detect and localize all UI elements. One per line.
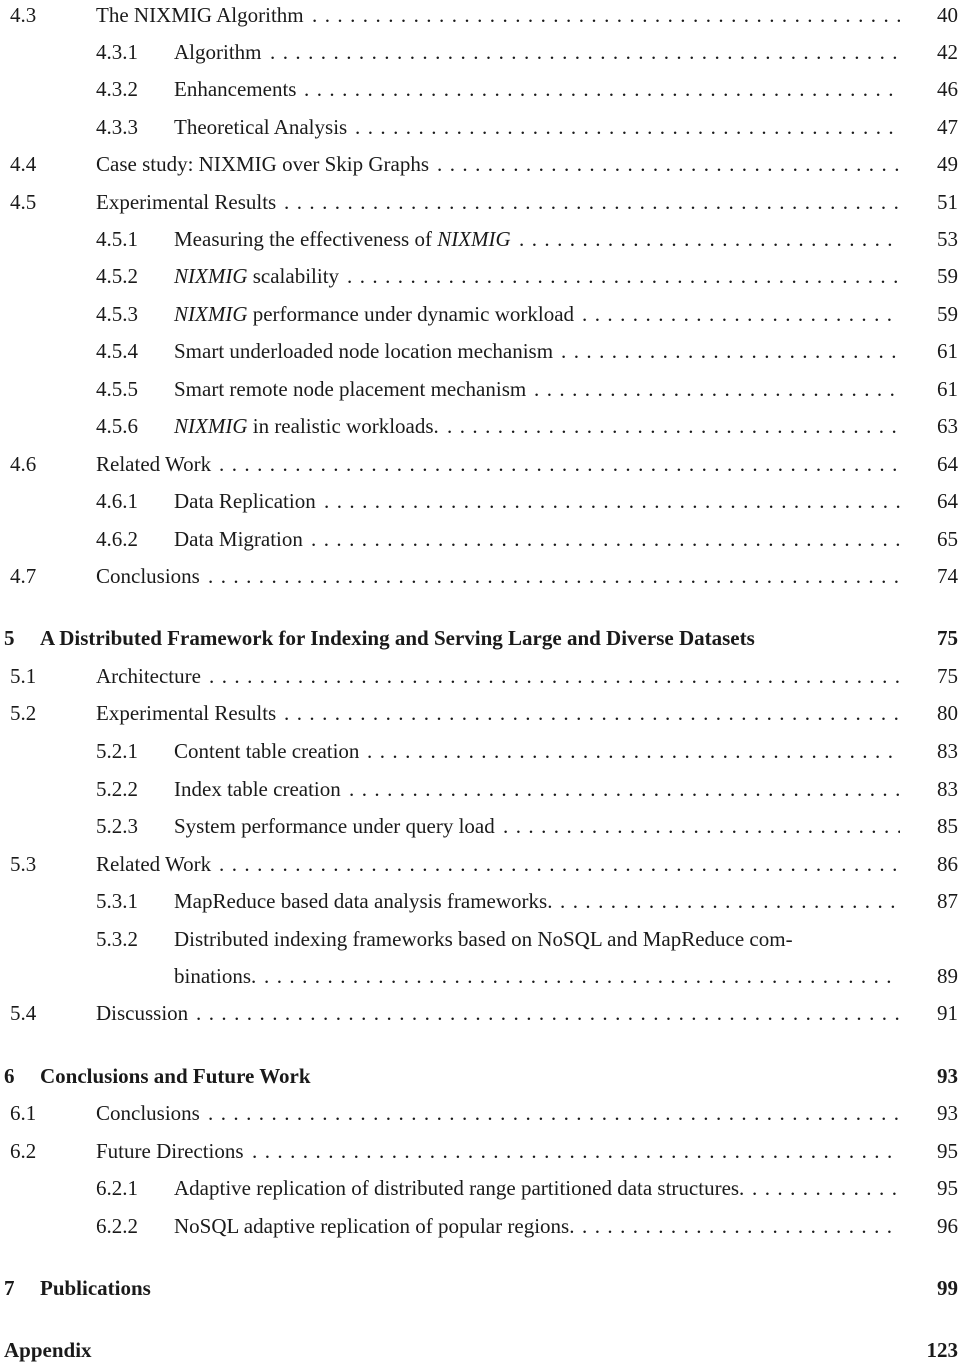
toc-leader-dots <box>252 1136 900 1166</box>
toc-entry-row[interactable] <box>0 187 960 217</box>
toc-entry-row[interactable] <box>0 561 960 591</box>
toc-leader-dots <box>560 886 900 916</box>
toc-entry-title[interactable] <box>96 1136 244 1166</box>
toc-leader-dots <box>219 449 900 479</box>
toc-entry-title[interactable] <box>96 449 211 479</box>
toc-leader-dots <box>347 261 900 291</box>
toc-entry-row[interactable] <box>0 336 960 366</box>
toc-entry-number: 4.7 <box>10 564 37 588</box>
toc-entry-number: 4.5.4 <box>96 339 138 363</box>
toc-leader-dots <box>209 661 900 691</box>
toc-entry-title[interactable] <box>174 524 303 554</box>
toc-entry-title[interactable] <box>174 299 574 329</box>
toc-entry-row[interactable] <box>0 1136 960 1166</box>
toc-entry-row[interactable] <box>0 411 960 441</box>
toc-entry-number: 4.3.3 <box>96 115 138 139</box>
toc-entry-page-number: 96 <box>937 1214 958 1238</box>
toc-entry-row[interactable] <box>0 1211 960 1241</box>
toc-entry-title[interactable] <box>96 849 211 879</box>
toc-entry-row[interactable] <box>0 112 960 142</box>
toc-entry-page-number: 40 <box>937 3 958 27</box>
toc-entry-number: 5 <box>4 626 15 650</box>
toc-entry-row[interactable] <box>0 449 960 479</box>
toc-leader-dots <box>534 374 900 404</box>
toc-entry-row[interactable] <box>0 374 960 404</box>
toc-entry-page-number: 74 <box>937 564 958 588</box>
toc-entry-row[interactable] <box>0 224 960 254</box>
toc-entry-number: 6.2.1 <box>96 1176 138 1200</box>
toc-entry-title-part: Smart underloaded node location mechanism <box>174 339 554 363</box>
toc-entry-title-part: Conclusions <box>96 564 200 588</box>
toc-chapter-row[interactable] <box>0 1061 960 1091</box>
toc-leader-dots <box>311 524 900 554</box>
toc-entry-row[interactable] <box>0 961 960 991</box>
toc-entry-title[interactable] <box>96 661 201 691</box>
toc-entry-number: 5.4 <box>10 1001 37 1025</box>
toc-entry-row[interactable] <box>0 1098 960 1128</box>
toc-entry-title-part: NIXMIG <box>437 227 511 251</box>
toc-leader-dots <box>437 149 900 179</box>
toc-entry-page-number: 65 <box>937 527 958 551</box>
toc-entry-page-number: 59 <box>937 302 958 326</box>
toc-entry-title-part: Enhancements <box>174 77 297 101</box>
toc-entry-page-number: 86 <box>937 852 958 876</box>
toc-entry-row[interactable] <box>0 698 960 728</box>
toc-entry-title-part: Case study: NIXMIG over Skip Graphs <box>96 152 430 176</box>
toc-entry-page-number: 95 <box>937 1139 958 1163</box>
toc-leader-dots <box>519 224 900 254</box>
toc-entry-title[interactable] <box>174 924 793 954</box>
toc-entry-number: 6.2.2 <box>96 1214 138 1238</box>
toc-leader-dots <box>582 1211 900 1241</box>
toc-entry-title[interactable] <box>174 37 262 67</box>
toc-entry-row[interactable] <box>0 261 960 291</box>
toc-leader-dots <box>447 411 900 441</box>
toc-leader-dots <box>284 187 900 217</box>
toc-entry-title-part: System performance under query load <box>174 814 495 838</box>
toc-leader-dots <box>284 698 900 728</box>
toc-entry-title-part: Experimental Results <box>96 190 277 214</box>
toc-entry-title-part: Theoretical Analysis <box>174 115 348 139</box>
toc-entry-page-number: 83 <box>937 739 958 763</box>
toc-entry-title[interactable] <box>4 1335 92 1365</box>
toc-chapter-row[interactable] <box>0 623 960 653</box>
toc-entry-page-number: 49 <box>937 152 958 176</box>
toc-entry-row[interactable] <box>0 811 960 841</box>
toc-entry-title-part: Measuring the effectiveness of <box>174 227 438 251</box>
toc-leader-dots <box>312 0 900 30</box>
toc-entry-number: 6 <box>4 1064 15 1088</box>
toc-chapter-row[interactable] <box>0 1273 960 1303</box>
toc-entry-page-number: 95 <box>937 1176 958 1200</box>
toc-entry-number: 4.6.1 <box>96 489 138 513</box>
toc-entry-title-part: NIXMIG <box>174 414 248 438</box>
toc-entry-number: 4.3.1 <box>96 40 138 64</box>
toc-entry-title-part: Data Migration <box>174 527 303 551</box>
toc-entry-page-number: 80 <box>937 701 958 725</box>
toc-entry-title-part: NIXMIG <box>174 302 248 326</box>
toc-entry-page-number: 42 <box>937 40 958 64</box>
toc-entry-number: 5.2.3 <box>96 814 138 838</box>
toc-entry-title-part: Experimental Results <box>96 701 277 725</box>
toc-entry-row[interactable] <box>0 524 960 554</box>
toc-entry-number: 6.2 <box>10 1139 37 1163</box>
toc-entry-row[interactable] <box>0 486 960 516</box>
toc-entry-title[interactable] <box>40 1273 151 1303</box>
toc-entry-row[interactable] <box>0 886 960 916</box>
toc-entry-page-number: 63 <box>937 414 958 438</box>
toc-entry-title-part: performance under dynamic workload <box>247 302 575 326</box>
toc-leader-dots <box>752 1173 900 1203</box>
toc-entry-title[interactable] <box>174 374 526 404</box>
toc-leader-dots <box>561 336 900 366</box>
toc-entry-page-number: 99 <box>937 1276 958 1300</box>
toc-entry-page-number: 93 <box>937 1064 958 1088</box>
toc-entry-number: 4.6.2 <box>96 527 138 551</box>
toc-entry-title[interactable] <box>174 486 316 516</box>
toc-entry-page-number: 87 <box>937 889 958 913</box>
toc-entry-page-number: 89 <box>937 964 958 988</box>
toc-entry-title-part: Conclusions and Future Work <box>40 1064 311 1088</box>
toc-entry-number: 4.5.5 <box>96 377 138 401</box>
toc-leader-dots <box>355 112 900 142</box>
toc-entry-title[interactable] <box>40 1061 311 1091</box>
toc-leader-dots <box>324 486 900 516</box>
toc-entry-number: 5.2.2 <box>96 777 138 801</box>
toc-entry-title-part: Related Work <box>96 852 212 876</box>
toc-entry-page-number: 59 <box>937 264 958 288</box>
toc-entry-title[interactable] <box>96 1098 200 1128</box>
toc-entry-title-part: Data Replication <box>174 489 316 513</box>
toc-entry-title-part: A Distributed Framework for Indexing and Serving Large and Diverse Datasets <box>40 626 755 650</box>
toc-entry-number: 4.5.3 <box>96 302 138 326</box>
toc-entry-title-part: Architecture <box>96 664 201 688</box>
toc-entry-number: 4.5.6 <box>96 414 138 438</box>
toc-entry-number: 5.3.2 <box>96 927 138 951</box>
toc-entry-page-number: 61 <box>937 377 958 401</box>
toc-entry-page-number: 123 <box>926 1338 958 1362</box>
toc-entry-page-number: 85 <box>937 814 958 838</box>
toc-entry-page-number: 93 <box>937 1101 958 1125</box>
toc-leader-dots <box>349 774 900 804</box>
toc-entry-title-part: MapReduce based data analysis frameworks. <box>174 889 553 913</box>
toc-entry-title[interactable] <box>174 1211 574 1241</box>
toc-entry-page-number: 64 <box>937 489 958 513</box>
toc-entry-row[interactable] <box>0 998 960 1028</box>
toc-entry-title-part: scalability <box>247 264 340 288</box>
toc-leader-dots <box>304 74 900 104</box>
toc-entry-title-part: Adaptive replication of distributed range partitioned data structures. <box>174 1176 745 1200</box>
toc-entry-page-number: 53 <box>937 227 958 251</box>
toc-entry-title[interactable] <box>174 411 439 441</box>
toc-entry-title-part: Discussion <box>96 1001 189 1025</box>
toc-entry-title-part: Related Work <box>96 452 212 476</box>
toc-entry-title-part: Publications <box>40 1276 151 1300</box>
toc-leader-dots <box>503 811 900 841</box>
toc-entry-row[interactable] <box>0 149 960 179</box>
toc-entry-title[interactable] <box>96 561 200 591</box>
toc-entry-title[interactable] <box>174 811 495 841</box>
toc-entry-row[interactable] <box>0 299 960 329</box>
toc-entry-title[interactable] <box>174 224 511 254</box>
toc-entry-title[interactable] <box>96 149 429 179</box>
toc-entry-title-part: Smart remote node placement mechanism <box>174 377 527 401</box>
toc-entry-title[interactable] <box>96 698 276 728</box>
toc-entry-title-part: The NIXMIG Algorithm <box>96 3 304 27</box>
toc-leader-dots <box>196 998 900 1028</box>
toc-entry-page-number: 51 <box>937 190 958 214</box>
toc-entry-number: 5.1 <box>10 664 37 688</box>
toc-entry-title-part: Appendix <box>4 1338 92 1362</box>
toc-entry-number: 5.2 <box>10 701 37 725</box>
toc-entry-row[interactable] <box>0 661 960 691</box>
toc-entry-title-part: Content table creation <box>174 739 360 763</box>
toc-entry-title[interactable] <box>174 961 256 991</box>
toc-entry-page-number: 61 <box>937 339 958 363</box>
toc-entry-title-part: Index table creation <box>174 777 341 801</box>
toc-entry-page-number: 64 <box>937 452 958 476</box>
toc-entry-number: 5.3.1 <box>96 889 138 913</box>
toc-entry-page-number: 83 <box>937 777 958 801</box>
toc-entry-number: 4.5.1 <box>96 227 138 251</box>
toc-leader-dots <box>208 1098 900 1128</box>
toc-entry-page-number: 46 <box>937 77 958 101</box>
toc-entry-title-part: Future Directions <box>96 1139 244 1163</box>
toc-entry-title[interactable] <box>174 774 341 804</box>
toc-entry-row[interactable] <box>0 736 960 766</box>
toc-entry-title[interactable] <box>96 187 276 217</box>
toc-appendix-row[interactable] <box>0 1335 960 1365</box>
toc-entry-page-number: 47 <box>937 115 958 139</box>
toc-entry-number: 4.4 <box>10 152 37 176</box>
toc-entry-row[interactable] <box>0 37 960 67</box>
toc-entry-number: 5.3 <box>10 852 37 876</box>
toc-entry-title-part: in realistic workloads. <box>247 414 439 438</box>
toc-entry-number: 4.3.2 <box>96 77 138 101</box>
toc-entry-number: 4.5 <box>10 190 37 214</box>
toc-entry-title[interactable] <box>174 736 359 766</box>
toc-entry-number: 4.5.2 <box>96 264 138 288</box>
toc-leader-dots <box>270 37 900 67</box>
toc-entry-page-number: 91 <box>937 1001 958 1025</box>
toc-entry-row[interactable] <box>0 0 960 30</box>
toc-entry-row[interactable] <box>0 849 960 879</box>
toc-entry-row[interactable] <box>0 1173 960 1203</box>
toc-leader-dots <box>208 561 900 591</box>
toc-entry-title-part: NIXMIG <box>174 264 248 288</box>
toc-entry-title-part: Algorithm <box>174 40 262 64</box>
toc-entry-number: 4.3 <box>10 3 37 27</box>
toc-leader-dots <box>367 736 900 766</box>
toc-entry-title-part: Conclusions <box>96 1101 200 1125</box>
toc-entry-row[interactable] <box>0 924 960 954</box>
toc-leader-dots <box>582 299 900 329</box>
toc-entry-title-part: NoSQL adaptive replication of popular regions. <box>174 1214 575 1238</box>
toc-entry-page-number: 75 <box>937 664 958 688</box>
toc-entry-title[interactable] <box>96 0 304 30</box>
toc-entry-title[interactable] <box>40 623 755 653</box>
toc-entry-title[interactable] <box>96 998 188 1028</box>
toc-entry-title-part: Distributed indexing frameworks based on NoSQL and MapReduce com- <box>174 927 793 951</box>
toc-entry-page-number: 75 <box>937 626 958 650</box>
toc-entry-number: 7 <box>4 1276 15 1300</box>
toc-leader-dots <box>219 849 900 879</box>
toc-entry-title[interactable] <box>174 112 347 142</box>
toc-entry-title[interactable] <box>174 1173 744 1203</box>
toc-entry-title-part: binations. <box>174 964 257 988</box>
toc-entry-number: 6.1 <box>10 1101 37 1125</box>
toc-leader-dots <box>264 961 900 991</box>
toc-entry-title[interactable] <box>174 74 296 104</box>
toc-entry-title[interactable] <box>174 886 552 916</box>
toc-entry-title[interactable] <box>174 261 339 291</box>
toc-entry-row[interactable] <box>0 74 960 104</box>
toc-entry-row[interactable] <box>0 774 960 804</box>
toc-entry-number: 5.2.1 <box>96 739 138 763</box>
toc-entry-title[interactable] <box>174 336 553 366</box>
toc-entry-number: 4.6 <box>10 452 37 476</box>
